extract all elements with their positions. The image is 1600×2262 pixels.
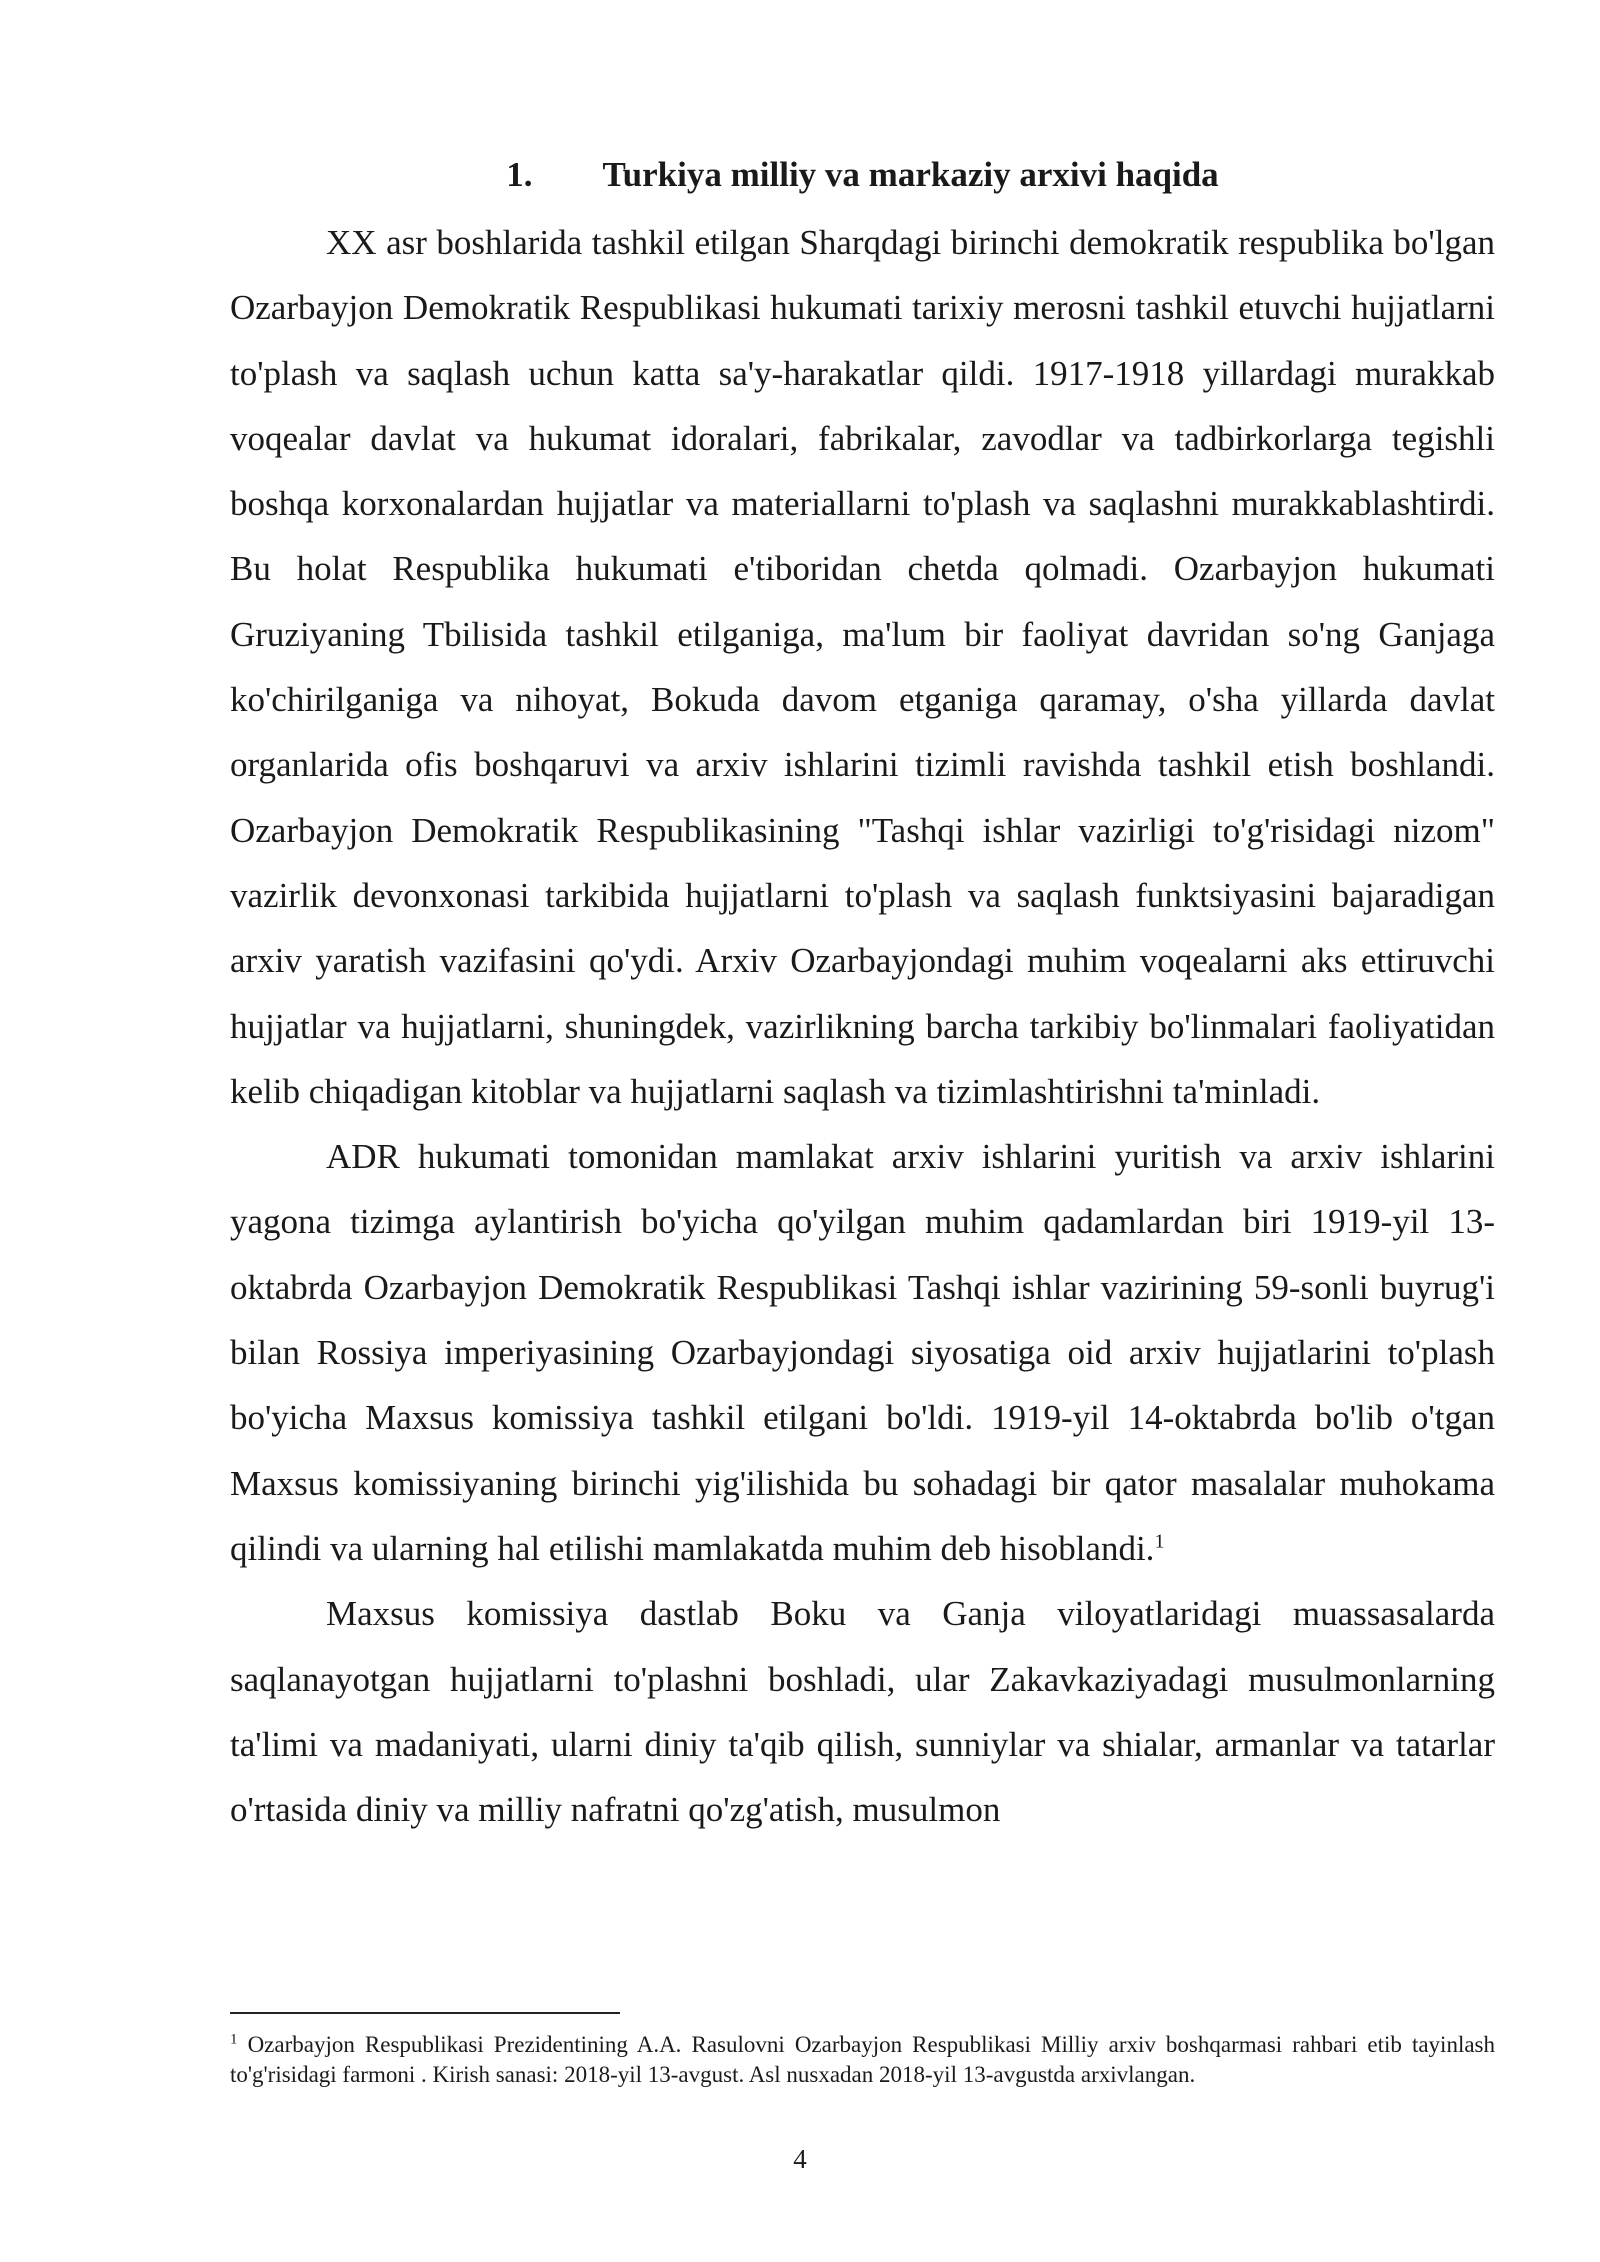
footnote-reference[interactable]: 1	[1154, 1530, 1165, 1553]
body-text	[230, 210, 1495, 1842]
paragraph: XX asr boshlarida tashkil etilgan Sharqdagi birinchi demokratik respublika bo'lgan Ozarbayjon Demokratik Respublikasi hukumati tarixiy merosni tashkil etuvchi hujjatlarni to'plash va saqlash uchun katta sa'y-harakatlar qildi. 1917-1918 yillardagi murakkab voqealar davlat va hukumat idoralari, fabrikalar, zavodlar va tadbirkorlarga tegishli boshqa korxonalardan hujjatlar va materiallarni to'plash va saqlashni murakkablashtirdi. Bu holat Respublika hukumati e'tiboridan chetda qolmadi. Ozarbayjon hukumati Gruziyaning Tbilisida tashkil etilganiga, ma'lum bir faoliyat davridan so'ng Ganjaga ko'chirilganiga va nihoyat, Bokuda davom etganiga qaramay, o'sha yillarda davlat organlarida ofis boshqaruvi va arxiv ishlarini tizimli ravishda tashkil etish boshlandi. Ozarbayjon Demokratik Respublikasining "Tashqi ishlar vazirligi to'g'risidagi nizom" vazirlik devonxonasi tarkibida hujjatlarni to'plash va saqlash funktsiyasini bajaradigan arxiv yaratish vazifasini qo'ydi. Arxiv Ozarbayjondagi muhim voqealarni aks ettiruvchi hujjatlar va hujjatlarni, shuningdek, vazirlikning barcha tarkibiy bo'linmalari faoliyatidan kelib chiqadigan kitoblar va hujjatlarni saqlash va tizimlashtirishni ta'minladi.	[230, 223, 1495, 1111]
paragraph	[230, 1124, 1495, 1581]
section-number: 1.	[506, 155, 533, 194]
section-title: Turkiya milliy va markaziy arxivi haqida	[602, 155, 1219, 194]
footnote-separator	[230, 2012, 620, 2014]
paragraph-text: ADR hukumati tomonidan mamlakat arxiv ishlarini yuritish va arxiv ishlarini yagona tizimga aylantirish bo'yicha qo'yilgan muhim qadamlardan biri 1919-yil 13-oktabrda Ozarbayjon Demokratik Respublikasi Tashqi ishlar vazirining 59-sonli buyrug'i bilan Rossiya imperiyasining Ozarbayjondagi siyosatiga oid arxiv hujjatlarini to'plash bo'yicha Maxsus komissiya tashkil etilgani bo'ldi. 1919-yil 14-oktabrda bo'lib o'tgan Maxsus komissiyaning birinchi yig'ilishida bu sohadagi bir qator masalalar muhokama qilindi va ularning hal etilishi mamlakatda muhim deb hisoblandi.	[230, 1137, 1495, 1568]
paragraph: Maxsus komissiya dastlab Boku va Ganja viloyatlaridagi muassasalarda saqlanayotgan hujjatlarni to'plashni boshladi, ular Zakavkaziyadagi musulmonlarning ta'limi va madaniyati, ularni diniy ta'qib qilish, sunniylar va shialar, armanlar va tatarlar o'rtasida diniy va milliy nafratni qo'zg'atish, musulmon	[230, 1594, 1495, 1830]
section-heading	[230, 152, 1495, 197]
footnote-marker: 1	[230, 2031, 238, 2048]
page-number: 4	[793, 2144, 807, 2174]
footnote	[230, 2030, 1495, 2090]
footnote-text: Ozarbayjon Respublikasi Prezidentining A.A. Rasulovni Ozarbayjon Respublikasi Milliy arxiv boshqarmasi rahbari etib tayinlash to'g'risidagi farmoni . Kirish sanasi: 2018-yil 13-avgust. Asl nusxadan 2018-yil 13-avgustda arxivlangan.	[230, 2032, 1496, 2087]
